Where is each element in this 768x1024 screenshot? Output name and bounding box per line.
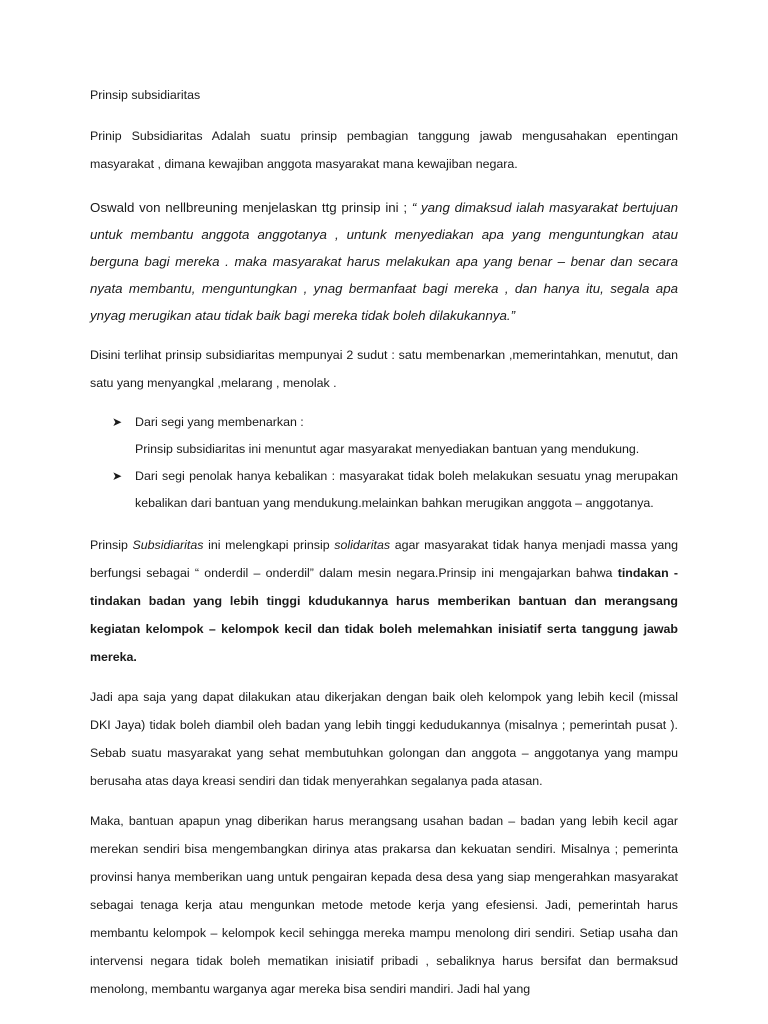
quote-lead: Oswald von nellbreuning menjelaskan ttg prinsip ini ; xyxy=(90,200,412,215)
italic-term: Subsidiaritas xyxy=(132,538,204,552)
list-item-body: masyarakat tidak boleh melakukan sesuatu ynag merupakan kebalikan dari bantuan yang mendukung.melainkan bahkan merugikan anggota – anggotanya. xyxy=(135,469,678,510)
paragraph-assistance: Maka, bantuan apapun ynag diberikan harus merangsang usahan badan – badan yang lebih kecil agar merekan sendiri bisa mengembangkan dirinya atas prakarsa dan kekuatan sendiri. Misalnya ; pemerinta provinsi hanya memberikan uang untuk pengairan kepada desa desa yang siap mengerahkan masyarakat sebagai tenaga kerja atau mengunkan metode metode kerja yang efesiensi. Jadi, pemerintah harus membantu kelompok – kelompok kecil sehingga mereka mampu menolong diri sendiri. Setiap usaha dan intervensi negara tidak boleh mematikan inisiatif pribadi , sebaliknya harus bersifat dan bermaksud menolong, membantu warganya agar mereka bisa sendiri mandiri. Jadi hal yang xyxy=(90,814,678,996)
quote-text: “ yang dimaksud ialah masyarakat bertujuan untuk membantu anggota anggotanya , untunk menyediakan apa yang menguntungkan atau berguna bagi mereka . maka masyarakat harus melakukan apa yang benar – benar dan secara nyata membantu, menguntungkan , ynag bermanfaat bagi mereka , dan hanya itu, segala apa ynyag merugikan atau tidak baik bagi mereka tidak boleh dilakukannya.” xyxy=(90,200,679,323)
paragraph-oswald-quote xyxy=(90,194,678,329)
paragraph-solidarity xyxy=(90,531,678,671)
list-item xyxy=(90,463,678,517)
paragraph-small-groups: Jadi apa saja yang dapat dilakukan atau dikerjakan dengan baik oleh kelompok yang lebih kecil (missal DKI Jaya) tidak boleh diambil oleh badan yang lebih tinggi kedudukannya (misalnya ; pemerintah pusat ). Sebab suatu masyarakat yang sehat membutuhkan golongan dan anggota – anggotanya yang mampu berusaha atas daya kreasi sendiri dan tidak menyerahkan segalanya pada atasan. xyxy=(90,690,678,788)
list-item-head: Dari segi yang membenarkan : xyxy=(135,415,304,429)
text-run: ini melengkapi prinsip xyxy=(203,538,335,552)
paragraph-definition: Prinip Subsidiaritas Adalah suatu prinsip pembagian tanggung jawab mengusahakan epentingan masyarakat , dimana kewajiban anggota masyarakat mana kewajiban negara. xyxy=(90,129,678,171)
paragraph-two-aspects: Disini terlihat prinsip subsidiaritas mempunyai 2 sudut : satu membenarkan ,memerintahkan, menutut, dan satu yang menyangkal ,melarang , menolak . xyxy=(90,348,678,390)
list-item-head: Dari segi penolak hanya kebalikan : xyxy=(135,469,336,483)
italic-term: solidaritas xyxy=(334,538,391,552)
document-title: Prinsip subsidiaritas xyxy=(90,88,201,102)
text-run: agar masyarakat tidak hanya menjadi massa yang berfungsi sebagai “ onderdil – onderdil” dalam mesin negara.Prinsip ini mengajarkan bahwa xyxy=(90,538,678,580)
list-item xyxy=(90,409,678,463)
list-item-body: Prinsip subsidiaritas ini menuntut agar masyarakat menyediakan bantuan yang mendukung. xyxy=(135,442,640,456)
aspect-list xyxy=(90,409,678,517)
text-run: Prinsip xyxy=(90,538,133,552)
arrow-bullet-icon: ➤ xyxy=(112,469,123,483)
bold-statement: tindakan - tindakan badan yang lebih tinggi kdudukannya harus memberikan bantuan dan merangsang kegiatan kelompok – kelompok kecil dan tidak boleh melemahkan inisiatif serta tanggung jawab mereka. xyxy=(90,566,678,664)
arrow-bullet-icon: ➤ xyxy=(112,415,123,429)
